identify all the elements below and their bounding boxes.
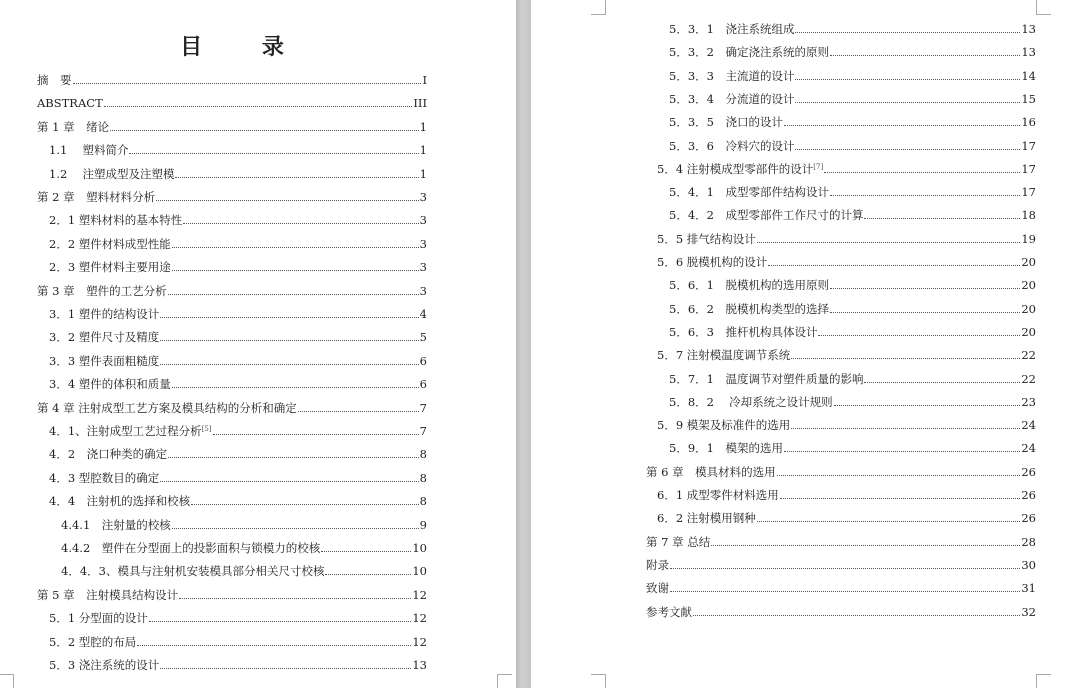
toc-entry[interactable] — [669, 114, 1036, 130]
toc-entry-page: 20 — [1021, 301, 1036, 316]
toc-entry-page: 18 — [1021, 208, 1036, 223]
toc-entry-page: 3 — [419, 260, 427, 275]
toc-entry[interactable] — [669, 301, 1036, 317]
toc-entry-title: 5．3．2 确定浇注系统的原则 — [669, 45, 829, 60]
toc-entry-page: 7 — [419, 424, 427, 438]
toc-entry-page: 23 — [1021, 394, 1036, 409]
dot-leader — [818, 335, 1020, 336]
dot-leader — [795, 79, 1020, 80]
toc-entry[interactable] — [669, 277, 1036, 293]
toc-entry-page: 12 — [412, 587, 427, 602]
dot-leader — [791, 358, 1020, 359]
toc-entry-title: 5．6 脱模机构的设计 — [657, 255, 768, 269]
dot-leader — [168, 294, 419, 295]
document-page-right — [531, 0, 1073, 688]
dot-leader — [325, 574, 411, 575]
toc-entry-page: 17 — [1021, 185, 1036, 200]
toc-entry[interactable] — [646, 580, 1036, 596]
toc-title: 目 录 — [180, 34, 310, 60]
toc-entry-page: 30 — [1021, 557, 1036, 572]
toc-entry[interactable] — [669, 440, 1036, 456]
toc-entry[interactable] — [49, 166, 427, 182]
toc-entry-page: 1 — [419, 143, 427, 158]
toc-entry[interactable] — [61, 540, 427, 556]
toc-entry-title: 第 1 章 绪论 — [37, 119, 110, 134]
dot-leader — [670, 568, 1020, 569]
toc-entry-page: 17 — [1021, 138, 1036, 153]
dot-leader — [172, 247, 419, 248]
toc-entry-title: 5．3．1 浇注系统组成 — [669, 22, 795, 36]
toc-entry-page: 32 — [1021, 604, 1036, 619]
toc-entry-title: 5．7．1 温度调节对塑件质量的影响 — [669, 371, 864, 386]
toc-entry[interactable] — [49, 376, 427, 392]
toc-entry-title: 摘 要 — [37, 73, 72, 87]
toc-entry[interactable] — [669, 91, 1036, 107]
toc-entry[interactable] — [49, 306, 427, 322]
toc-entry-page: 3 — [419, 190, 427, 204]
toc-entry-title: 附录 — [646, 557, 669, 572]
toc-entry-title: 6．1 成型零件材料选用 — [657, 488, 779, 502]
dot-leader — [830, 195, 1020, 196]
toc-entry-page: 9 — [419, 517, 427, 532]
crop-mark — [497, 674, 512, 688]
toc-entry-page: 7 — [419, 400, 427, 415]
toc-entry-title: 3．2 塑件尺寸及精度 — [49, 330, 160, 345]
toc-entry-title: 5．4 注射模成型零部件的设计[7] — [657, 161, 824, 176]
toc-entry[interactable] — [657, 347, 1036, 363]
toc-entry-page: 20 — [1021, 278, 1036, 293]
dot-leader — [179, 598, 411, 599]
toc-entry[interactable] — [37, 189, 427, 205]
toc-entry-page: 13 — [412, 658, 427, 672]
toc-entry-page: 8 — [419, 447, 427, 462]
toc-entry-page: I — [422, 73, 427, 87]
toc-entry-title: ABSTRACT — [37, 96, 103, 111]
toc-entry-title: 5．9．1 模架的选用 — [669, 441, 783, 456]
toc-entry-page: 26 — [1021, 488, 1036, 502]
toc-entry[interactable] — [657, 161, 1036, 177]
dot-leader — [795, 149, 1020, 150]
toc-entry-title: 6．2 注射模用钢种 — [657, 511, 756, 526]
dot-leader — [168, 457, 419, 458]
toc-entry-title: 5．3．4 分流道的设计 — [669, 91, 795, 106]
toc-entry-title: 5．5 排气结构设计 — [657, 231, 756, 246]
dot-leader — [160, 364, 418, 365]
toc-entry-title: 5．3．3 主流道的设计 — [669, 68, 795, 83]
toc-entry-page: 3 — [419, 213, 427, 228]
toc-entry[interactable] — [646, 557, 1036, 573]
toc-entry-title: 3．4 塑件的体积和质量 — [49, 377, 171, 392]
toc-entry[interactable] — [49, 329, 427, 345]
toc-entry-title: 第 4 章 注射成型工艺方案及模具结构的分析和确定 — [37, 400, 297, 415]
toc-entry-page: 12 — [412, 611, 427, 626]
toc-entry-title: 1.1 塑料简介 — [49, 143, 129, 158]
dot-leader — [160, 340, 418, 341]
toc-entry-page: 6 — [419, 353, 427, 368]
toc-entry-title: 4．4 注射机的选择和校核 — [49, 494, 191, 509]
toc-entry-page: 10 — [412, 564, 427, 579]
toc-entry-title: 5．3 浇注系统的设计 — [49, 658, 160, 672]
toc-entry-page: 26 — [1021, 511, 1036, 526]
toc-entry-page: 24 — [1021, 441, 1036, 456]
dot-leader — [757, 521, 1021, 522]
dot-leader — [784, 451, 1020, 452]
toc-entry-title: 第 2 章 塑料材料分析 — [37, 190, 156, 204]
toc-entry-page: 10 — [412, 541, 427, 555]
toc-entry[interactable] — [37, 95, 427, 111]
toc-entry[interactable] — [669, 138, 1036, 154]
toc-entry[interactable] — [37, 283, 427, 299]
toc-entry-page: 1 — [419, 119, 427, 134]
toc-entry-page: 24 — [1021, 418, 1036, 433]
toc-entry[interactable] — [49, 657, 427, 673]
dot-leader — [757, 242, 1021, 243]
citation-marker: [5] — [201, 425, 212, 433]
toc-entry[interactable] — [61, 517, 427, 533]
toc-entry[interactable] — [646, 534, 1036, 550]
toc-entry-title: 第 6 章 模具材料的选用 — [646, 464, 776, 479]
toc-entry[interactable] — [669, 371, 1036, 387]
toc-entry-title: 5．3．6 冷料穴的设计 — [669, 138, 795, 153]
toc-entry-page: 8 — [419, 470, 427, 485]
toc-entry[interactable] — [49, 212, 427, 228]
toc-entry-page: III — [413, 96, 427, 111]
toc-entry[interactable] — [669, 68, 1036, 84]
dot-leader — [104, 106, 413, 107]
toc-entry-page: 15 — [1021, 91, 1036, 106]
toc-entry-page: 14 — [1021, 68, 1036, 83]
toc-entry-page: 19 — [1021, 231, 1036, 246]
toc-entry[interactable] — [669, 324, 1036, 340]
dot-leader — [156, 200, 419, 201]
dot-leader — [795, 102, 1020, 103]
toc-entry[interactable] — [657, 487, 1036, 503]
toc-entry[interactable] — [49, 142, 427, 158]
toc-entry-title: 4．4．3、模具与注射机安装模具部分相关尺寸校核 — [61, 564, 325, 579]
toc-entry[interactable] — [61, 563, 427, 579]
toc-entry[interactable] — [646, 604, 1036, 620]
toc-entry-page: 1 — [419, 166, 427, 181]
toc-entry-title: 1.2 注塑成型及注塑模 — [49, 166, 175, 181]
toc-entry-page: 17 — [1021, 161, 1036, 176]
dot-leader — [172, 387, 419, 388]
dot-leader — [110, 130, 419, 131]
toc-entry-title: 3．1 塑件的结构设计 — [49, 307, 160, 321]
toc-entry[interactable] — [669, 184, 1036, 200]
toc-entry-title: 参考文献 — [646, 604, 692, 619]
toc-entry-page: 26 — [1021, 464, 1036, 479]
toc-entry[interactable] — [669, 207, 1036, 223]
toc-entry-page: 31 — [1021, 581, 1036, 596]
dot-leader — [137, 645, 411, 646]
toc-entry[interactable] — [49, 493, 427, 509]
dot-leader — [864, 218, 1020, 219]
dot-leader — [711, 545, 1020, 546]
toc-entry-title: 5．7 注射模温度调节系统 — [657, 348, 791, 363]
toc-entry-title: 4.4.1 注射量的校核 — [61, 517, 171, 532]
dot-leader — [777, 475, 1021, 476]
dot-leader — [172, 528, 419, 529]
toc-entry-title: 4．1、注射成型工艺过程分析[5] — [49, 424, 212, 438]
toc-entry[interactable] — [49, 423, 427, 439]
toc-entry-page: 8 — [419, 494, 427, 509]
toc-entry-title: 5．9 模架及标准件的选用 — [657, 418, 791, 433]
dot-leader — [830, 312, 1020, 313]
toc-entry-page: 3 — [419, 283, 427, 298]
toc-entry-page: 16 — [1021, 115, 1036, 130]
toc-entry[interactable] — [657, 417, 1036, 433]
toc-entry[interactable] — [657, 254, 1036, 270]
toc-entry-title: 5．6．1 脱模机构的选用原则 — [669, 278, 829, 293]
toc-entry[interactable] — [49, 610, 427, 626]
toc-entry[interactable] — [37, 72, 427, 88]
toc-entry[interactable] — [657, 231, 1036, 247]
dot-leader — [824, 172, 1020, 173]
dot-leader — [149, 621, 412, 622]
toc-entry-title: 2．2 塑件材料成型性能 — [49, 236, 171, 251]
toc-entry-title: 2．1 塑料材料的基本特性 — [49, 213, 183, 228]
toc-entry-title: 4.4.2 塑件在分型面上的投影面积与锁模力的校核 — [61, 541, 321, 555]
dot-leader — [693, 615, 1020, 616]
dot-leader — [160, 668, 411, 669]
dot-leader — [780, 498, 1021, 499]
crop-mark — [591, 0, 606, 15]
crop-mark — [0, 674, 14, 688]
toc-entry[interactable] — [37, 119, 427, 135]
toc-entry-page: 22 — [1021, 348, 1036, 363]
toc-entry[interactable] — [49, 353, 427, 369]
dot-leader — [160, 317, 418, 318]
dot-leader — [160, 481, 418, 482]
toc-entry-page: 22 — [1021, 371, 1036, 386]
toc-entry-title: 第 5 章 注射模具结构设计 — [37, 587, 179, 602]
toc-entry[interactable] — [49, 236, 427, 252]
dot-leader — [768, 265, 1020, 266]
toc-entry-page: 3 — [419, 236, 427, 251]
toc-entry[interactable] — [49, 446, 427, 462]
dot-leader — [864, 382, 1020, 383]
toc-entry[interactable] — [669, 44, 1036, 60]
dot-leader — [784, 125, 1020, 126]
toc-entry-page: 13 — [1021, 45, 1036, 60]
crop-mark — [1036, 674, 1051, 688]
toc-entry-title: 5．6．3 推杆机构具体设计 — [669, 324, 818, 339]
toc-entry-title: 致谢 — [646, 581, 669, 596]
toc-entry[interactable] — [669, 394, 1036, 410]
toc-entry-title: 5．1 分型面的设计 — [49, 611, 148, 626]
toc-entry-page: 20 — [1021, 324, 1036, 339]
toc-entry[interactable] — [49, 259, 427, 275]
toc-entry-page: 5 — [419, 330, 427, 345]
toc-entry-title: 5．8．2 冷却系统之设计规则 — [669, 394, 833, 409]
toc-entry-title: 5．4．2 成型零部件工作尺寸的计算 — [669, 208, 864, 223]
dot-leader — [175, 177, 418, 178]
dot-leader — [298, 411, 419, 412]
toc-entry-page: 6 — [419, 377, 427, 392]
toc-entry-title: 3．3 塑件表面粗糙度 — [49, 353, 160, 368]
toc-entry-page: 12 — [412, 634, 427, 649]
toc-entry[interactable] — [646, 464, 1036, 480]
toc-entry-page: 28 — [1021, 534, 1036, 549]
toc-entry-page: 20 — [1021, 255, 1036, 269]
crop-mark — [1036, 0, 1051, 15]
dot-leader — [321, 551, 411, 552]
dot-leader — [73, 83, 422, 84]
toc-entry-title: 第 3 章 塑件的工艺分析 — [37, 283, 167, 298]
toc-entry-title: 5．3．5 浇口的设计 — [669, 115, 783, 130]
toc-entry-title: 2．3 塑件材料主要用途 — [49, 260, 171, 275]
dot-leader — [191, 504, 419, 505]
toc-entry-title: 5．6．2 脱模机构类型的选择 — [669, 301, 829, 316]
toc-entry[interactable] — [37, 400, 427, 416]
dot-leader — [791, 428, 1020, 429]
toc-entry-title: 5．2 型腔的布局 — [49, 634, 137, 649]
toc-entry-page: 4 — [419, 307, 427, 321]
dot-leader — [172, 270, 419, 271]
dot-leader — [213, 434, 419, 435]
dot-leader — [830, 288, 1020, 289]
toc-entry[interactable] — [657, 510, 1036, 526]
toc-entry-page: 13 — [1021, 22, 1036, 36]
toc-entry[interactable] — [49, 470, 427, 486]
toc-entry-title: 4．2 浇口种类的确定 — [49, 447, 168, 462]
toc-entry[interactable] — [49, 634, 427, 650]
dot-leader — [670, 591, 1020, 592]
page-gutter — [516, 0, 531, 688]
toc-entry-title: 5．4．1 成型零部件结构设计 — [669, 185, 829, 200]
dot-leader — [795, 32, 1020, 33]
dot-leader — [834, 405, 1021, 406]
toc-entry-title: 4．3 型腔数目的确定 — [49, 470, 160, 485]
dot-leader — [183, 223, 418, 224]
crop-mark — [591, 674, 606, 688]
document-page-left — [0, 0, 516, 688]
toc-entry[interactable] — [37, 587, 427, 603]
toc-entry[interactable] — [669, 21, 1036, 37]
citation-marker: [7] — [813, 162, 824, 171]
dot-leader — [830, 55, 1020, 56]
toc-entry-title: 第 7 章 总结 — [646, 534, 711, 549]
dot-leader — [129, 153, 418, 154]
